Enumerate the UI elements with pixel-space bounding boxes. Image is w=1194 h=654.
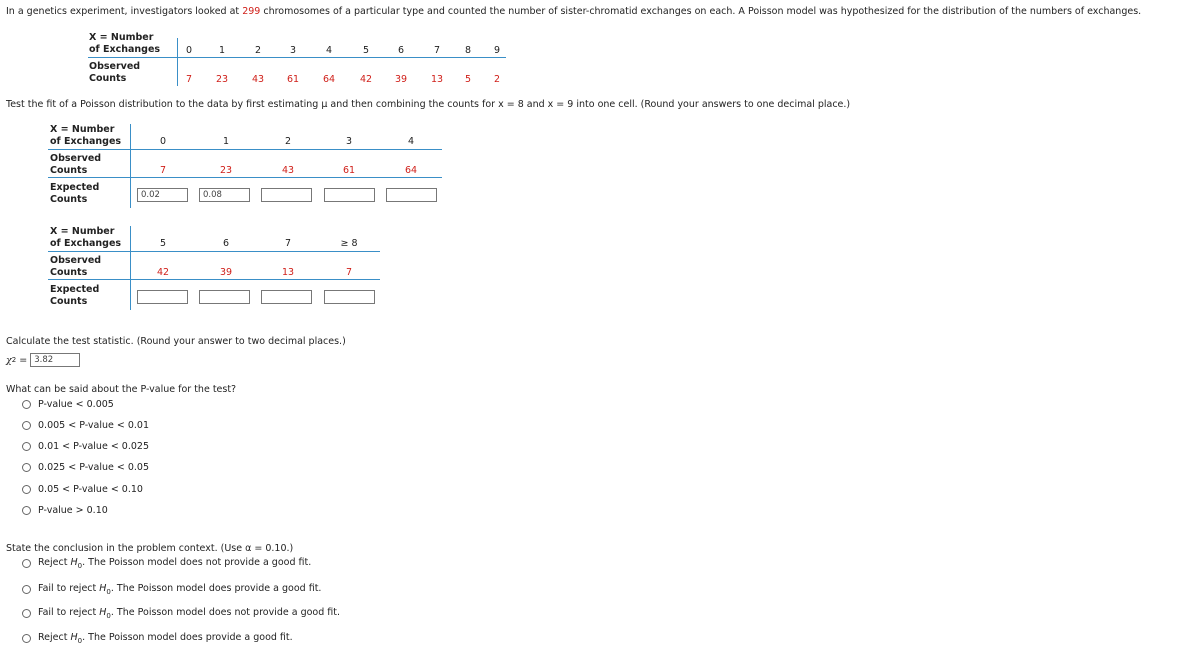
pvalue-option-label: P-value < 0.005 [38,399,114,410]
top-x-cell: 8 [464,45,472,56]
x-cell: 7 [284,238,292,249]
pvalue-option[interactable] [22,420,149,431]
x-cell: 5 [159,238,167,249]
top-x-cell: 0 [185,45,193,56]
top-obs-cell: 13 [430,74,444,85]
conclusion-option-label: Reject $H_0$. The Poisson model does provide a good fit. [38,632,293,645]
pvalue-option[interactable] [22,505,108,516]
expected-input-2[interactable] [261,188,312,202]
expected-input-4[interactable] [386,188,437,202]
intro-text: In a genetics experiment, investigators looked at 299 chromosomes of a particular type and counted the number of sister-chromatid exchanges on each. A Poisson model was hypothesized for the distribution of the numbers of exchanges. [6,6,1142,17]
top-obs-cell: 42 [359,74,373,85]
top-table-rule [88,57,506,58]
pvalue-option-label: P-value > 0.10 [38,505,108,516]
t2-rule-2 [48,279,380,280]
t1-rule-1 [48,149,442,150]
radio-button[interactable] [22,485,31,494]
chi-square-input[interactable] [30,353,80,367]
conclusion-option[interactable] [22,632,293,645]
top-x-label: X = Number of Exchanges [89,32,161,55]
top-x-cell: 5 [362,45,370,56]
top-obs-cell: 39 [394,74,408,85]
t1-exp-label: Expected Counts [50,182,100,205]
obs-cell: 43 [281,165,295,176]
obs-cell: 42 [156,267,170,278]
top-x-cell: 1 [218,45,226,56]
conclusion-option-label: Reject $H_0$. The Poisson model does not provide a good fit. [38,557,312,570]
top-obs-cell: 2 [493,74,501,85]
t2-x-label: X = Number of Exchanges [50,226,122,249]
x-cell: 6 [222,238,230,249]
expected-input-3[interactable] [324,188,375,202]
radio-button[interactable] [22,609,31,618]
radio-button[interactable] [22,634,31,643]
top-obs-cell: 23 [215,74,229,85]
pvalue-option-label: 0.025 < P-value < 0.05 [38,462,149,473]
t1-divider [130,124,131,208]
conclusion-option[interactable] [22,583,321,596]
expected-input-6[interactable] [199,290,250,304]
top-obs-cell: 64 [322,74,336,85]
top-obs-cell: 7 [185,74,193,85]
obs-cell: 39 [219,267,233,278]
test-stat-row: χ 2 = 3.82 [6,353,80,367]
radio-button[interactable] [22,463,31,472]
conclusion-option-label: Fail to reject $H_0$. The Poisson model does provide a good fit. [38,583,322,596]
obs-cell: 64 [404,165,418,176]
radio-button[interactable] [22,585,31,594]
conclusion-question: State the conclusion in the problem context. (Use α = 0.10.) [6,543,294,554]
pvalue-option-label: 0.05 < P-value < 0.10 [38,484,143,495]
conclusion-option-label: Fail to reject $H_0$. The Poisson model does not provide a good fit. [38,607,341,620]
t1-x-label: X = Number of Exchanges [50,124,122,147]
radio-button[interactable] [22,442,31,451]
chromosome-count: 299 [242,6,261,17]
top-x-cell: 7 [433,45,441,56]
t1-rule-2 [48,177,442,178]
test-stat-prompt: Calculate the test statistic. (Round your answer to two decimal places.) [6,336,346,347]
t2-divider [130,226,131,310]
instruction-text: Test the fit of a Poisson distribution to the data by first estimating μ and then combining the counts for x = 8 and x = 9 into one cell. (Round your answers to one decimal place.) [6,99,851,110]
chi-symbol: χ [6,354,12,366]
x-cell: ≥ 8 [340,238,358,249]
obs-cell: 13 [281,267,295,278]
top-obs-cell: 61 [286,74,300,85]
top-x-cell: 9 [493,45,501,56]
expected-input-0[interactable] [137,188,188,202]
radio-button[interactable] [22,506,31,515]
top-obs-label: Observed Counts [89,61,141,84]
x-cell: 2 [284,136,292,147]
top-x-cell: 6 [397,45,405,56]
t2-rule-1 [48,251,380,252]
pvalue-question: What can be said about the P-value for the test? [6,384,237,395]
top-x-cell: 2 [254,45,262,56]
obs-cell: 61 [342,165,356,176]
conclusion-option[interactable] [22,607,340,620]
obs-cell: 7 [159,165,167,176]
x-cell: 3 [345,136,353,147]
top-x-cell: 3 [289,45,297,56]
expected-input-5[interactable] [137,290,188,304]
t2-exp-label: Expected Counts [50,284,100,307]
pvalue-option[interactable] [22,399,114,410]
obs-cell: 7 [345,267,353,278]
pvalue-option-label: 0.01 < P-value < 0.025 [38,441,149,452]
x-cell: 0 [159,136,167,147]
x-cell: 1 [222,136,230,147]
t1-obs-label: Observed Counts [50,153,102,176]
expected-input-1[interactable] [199,188,250,202]
pvalue-option[interactable] [22,484,143,495]
pvalue-option[interactable] [22,462,149,473]
expected-input-7[interactable] [261,290,312,304]
top-obs-cell: 43 [251,74,265,85]
top-x-cell: 4 [325,45,333,56]
radio-button[interactable] [22,400,31,409]
obs-cell: 23 [219,165,233,176]
radio-button[interactable] [22,421,31,430]
x-cell: 4 [407,136,415,147]
pvalue-option[interactable] [22,441,149,452]
conclusion-option[interactable] [22,557,311,570]
top-obs-cell: 5 [464,74,472,85]
expected-input-8[interactable] [324,290,375,304]
radio-button[interactable] [22,559,31,568]
pvalue-option-label: 0.005 < P-value < 0.01 [38,420,149,431]
t2-obs-label: Observed Counts [50,255,102,278]
